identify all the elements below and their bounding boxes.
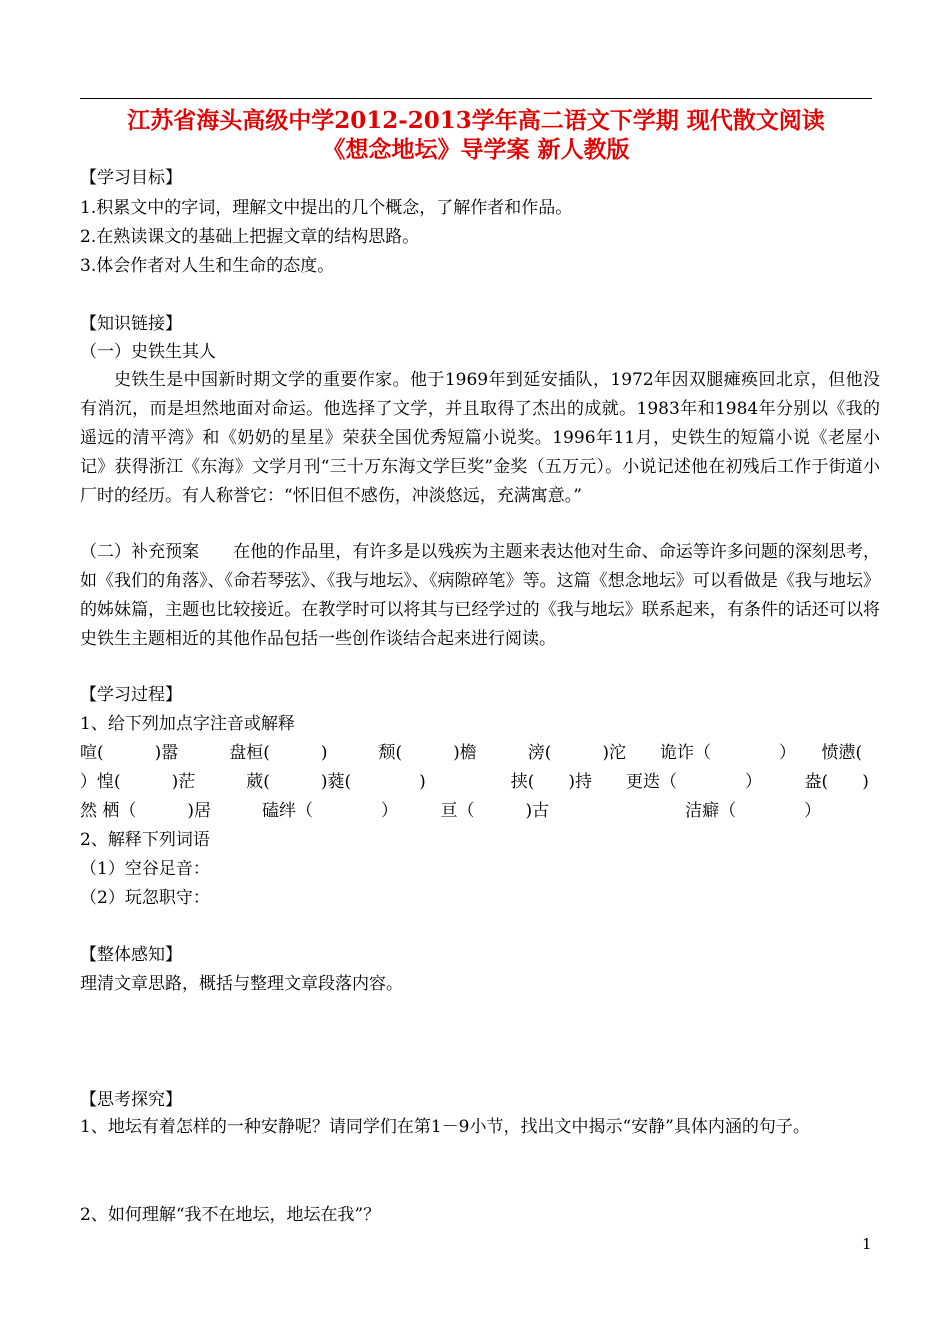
- objective-item-2: 2.在熟读课文的基础上把握文章的结构思路。: [80, 227, 420, 247]
- knowledge-subheading-1: （一）史铁生其人: [80, 342, 216, 362]
- vocab-row-3: 然 栖（ )居 磕绊（ ） 亘（ )古 洁癖（ ）: [80, 801, 822, 821]
- document-title-line-2: 《想念地坛》导学案 新人教版: [322, 136, 630, 163]
- process-question-1: 1、给下列加点字注音或解释: [80, 714, 295, 734]
- page-number: 1: [862, 1235, 872, 1253]
- overview-header: 【整体感知】: [80, 945, 182, 965]
- objectives-header: 【学习目标】: [80, 168, 182, 188]
- overview-text: 理清文章思路，概括与整理文章段落内容。: [80, 974, 403, 994]
- term-item-1: （1）空谷足音：: [80, 859, 210, 879]
- knowledge-paragraph-2: （二）补充预案 在他的作品里，有许多是以残疾为主题来表达他对生命、命运等许多问题的深刻思考，如《我们的角落》、《命若琴弦》、《我与地坛》、《病隙碎笔》等。这篇《想念地坛》可以看做是《我与地坛》的姊妹篇，主题也比较接近。在教学时可以将其与已经学过的《我与地坛》联系起来，有条件的话还可以将史铁生主题相近的其他作品包括一些创作谈结合起来进行阅读。: [80, 542, 880, 649]
- knowledge-paragraph-1: 史铁生是中国新时期文学的重要作家。他于1969年到延安插队，1972年因双腿瘫痪回北京，但他没有消沉，而是坦然地面对命运。他选择了文学，并且取得了杰出的成就。1983年和1984年分别以《我的遥远的清平湾》和《奶奶的星星》荣获全国优秀短篇小说奖。1996年11月，史铁生的短篇小说《老屋小记》获得浙江《东海》文学月刊“三十万东海文学巨奖”金奖（五万元）。小说记述他在初残后工作于街道小厂时的经历。有人称誉它：“怀旧但不感伤，冲淡悠远，充满寓意。”: [80, 370, 880, 506]
- process-header: 【学习过程】: [80, 685, 182, 705]
- explore-question-1: 1、地坛有着怎样的一种安静呢？请同学们在第1－9小节，找出文中揭示“安静”具体内涵的句子。: [80, 1117, 810, 1137]
- objective-item-3: 3.体会作者对人生和生命的态度。: [80, 256, 335, 276]
- vocab-row-2: ）惶( )茫 葳( )蕤( ) 挟( )持 更迭（ ） 盎( ): [80, 772, 869, 792]
- knowledge-header: 【知识链接】: [80, 314, 182, 334]
- document-title-line-1: 江苏省海头高级中学2012-2013学年高二语文下学期 现代散文阅读: [127, 107, 825, 134]
- term-item-2: （2）玩忽职守：: [80, 888, 210, 908]
- explore-header: 【思考探究】: [80, 1090, 182, 1110]
- process-question-2: 2、解释下列词语: [80, 830, 210, 850]
- explore-question-2: 2、如何理解“我不在地坛，地坛在我”？: [80, 1205, 381, 1225]
- header-rule: [80, 98, 872, 99]
- objective-item-1: 1.积累文中的字词，理解文中提出的几个概念，了解作者和作品。: [80, 198, 573, 218]
- vocab-row-1: 喧( )嚣 盘桓( ) 颓( )檐 滂( )沱 诡诈（ ） 愤懑(: [80, 743, 863, 763]
